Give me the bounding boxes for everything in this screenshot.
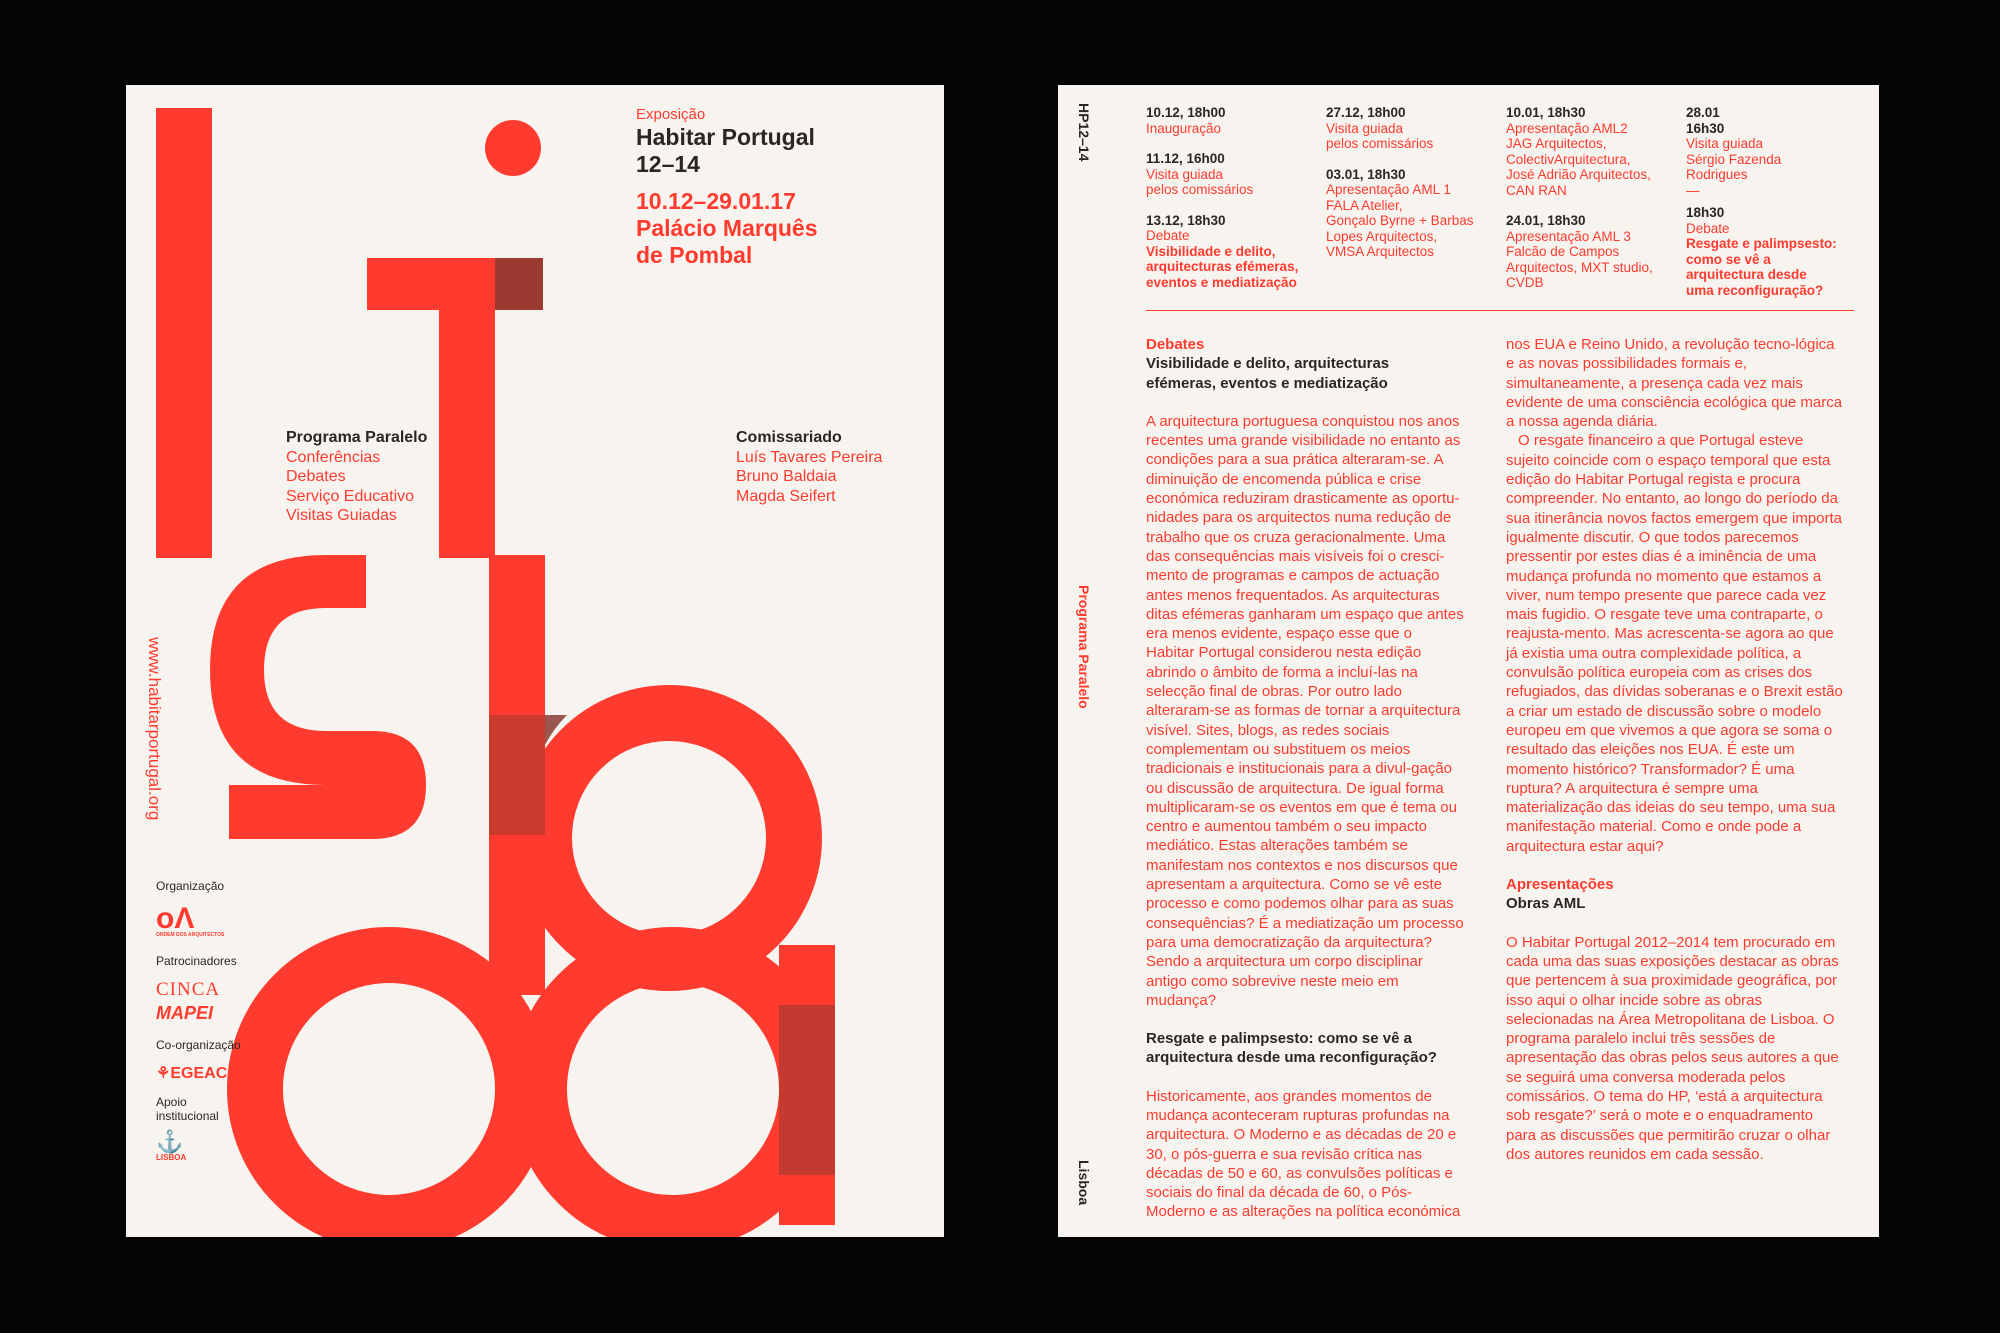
debate-subtitle-1: Visibilidade e delito, arquitecturas efémeras, eventos e mediatização: [1146, 355, 1390, 392]
exhibition-title: [636, 124, 818, 178]
spine-section: Programa Paralelo: [1076, 585, 1092, 709]
website-link[interactable]: www.habitarportugal.org: [145, 637, 164, 821]
exhibition-dates: 10.12–29.01.17: [636, 188, 796, 214]
schedule-entry: 18h30 Debate Resgate e palimpsesto: como se vê a arquitectura desde uma reconfiguração?: [1686, 205, 1837, 298]
schedule-col-3: [1506, 105, 1686, 291]
venue-line1: Palácio Marquês: [636, 215, 818, 241]
comissariado-heading: Comissariado: [736, 429, 842, 446]
schedule-col-1: [1146, 105, 1321, 290]
text-column-2: [1506, 335, 1846, 1164]
comissariado-block: [736, 428, 882, 506]
letter-s: [210, 555, 426, 839]
programa-item: Conferências: [286, 448, 381, 466]
programa-item: Serviço Educativo: [286, 487, 415, 505]
overlap-i: [495, 258, 543, 310]
letter-b-bowl: [544, 713, 794, 963]
schedule-entry: 11.12, 16h00 Visita guiada pelos comissários: [1146, 151, 1254, 197]
schedule-col-4: [1686, 105, 1861, 298]
coorganizacao-label: Co-organização: [156, 1038, 241, 1052]
letter-i-dot: [485, 120, 541, 176]
egeac-mark-icon: ⚘: [156, 1065, 171, 1082]
debates-heading: Debates: [1146, 336, 1205, 353]
programa-item: Debates: [286, 468, 346, 485]
paragraph: O resgate financeiro a que Portugal esteve sujeito coincide com o espaço temporal que esta edição do Habitar Portugal regista e procura compreender. No entanto, ao longo do período da sua itinerância novos factos emergem que importa igualmente discutir. O que todos parecemos pressentir por estes dias é a iminência de uma mudança profunda no momento que estamos a viver, num tempo presente que parece cada vez mais fugidio. O resgate teve uma contraparte, o reajusta-mento. Mas acrescenta-se agora ao que já existia uma outra complexidade política, a convulsão política europeia com as crises dos refugiados, das dívidas soberanas e o Brexit estão a criar um estado de discussão sobre o modelo europeu em que vivemos a que agora se soma o resultado das eleições nos EUA. É este um momento histórico? Transformador? É uma ruptura? A arquitectura é sempre uma materialização das ideias do seu tempo, uma sua manifestação material. Como e onde pode a arquitectura estar aqui?: [1506, 432, 1843, 855]
paragraph: O Habitar Portugal 2012–2014 tem procurado em cada uma das suas exposições destacar as obras que pertencem à sua proximidade geográfica, por isso aqui o olhar incide sobre as obras selecionadas na Área Metropolitana de Lisboa. O programa paralelo inclui três sessões de apresentação das obras pelos seus autores a que se seguirá uma conversa moderada pelos comissários. O tema do HP, ‘está a arquitectura sob resgate?’ será o mote e o enquadramento para as discussões que permitirão cruzar o olhar dos autores reunidos em cada sessão.: [1506, 933, 1839, 1163]
organizacao-label: Organização: [156, 879, 225, 893]
comissario: Magda Seifert: [736, 487, 836, 505]
patrocinadores-label: Patrocinadores: [156, 954, 237, 968]
programa-block: [286, 428, 427, 526]
lisboa-logo-text: LISBOA: [156, 1153, 187, 1162]
comissario: Bruno Baldaia: [736, 468, 837, 485]
schedule-divider: [1146, 310, 1854, 311]
overlap-a: [779, 1005, 835, 1175]
comissario: Luís Tavares Pereira: [736, 448, 883, 466]
paragraph: nos EUA e Reino Unido, a revolução tecno-lógica e as novas possibilidades formais e, simultaneamente, a presença cada vez mais evidente de uma consciência ecológica que marca a nossa agenda diária.: [1506, 336, 1843, 431]
schedule-entry: 13.12, 18h30 Debate Visibilidade e delito, arquitecturas efémeras, eventos e mediatização: [1146, 212, 1299, 290]
exposicao-label: Exposição: [636, 106, 706, 123]
spine-city: Lisboa: [1076, 1160, 1092, 1206]
obras-subtitle: Obras AML: [1506, 895, 1586, 913]
schedule-entry: 27.12, 18h00 Visita guiada pelos comissários: [1326, 105, 1434, 151]
cinca-logo: CINCA: [156, 979, 221, 1000]
schedule-entry: 24.01, 18h30 Apresentação AML 3 Falcão de Campos Arquitectos, MXT studio, CVDB: [1506, 213, 1653, 290]
letter-a-bowl: [539, 955, 807, 1223]
sponsors-block: [156, 877, 256, 1162]
paragraph: Historicamente, aos grandes momentos de mudança aconteceram rupturas profundas na arquitectura. O Moderno e as décadas de 20 e 30, o pós-guerra e sua revisão crítica nas décadas de 50 e 60, as convulsões políticas e sociais do final da década de 60, o Pós-Moderno e as alterações na política económica: [1146, 1087, 1461, 1221]
letter-i-body: [439, 258, 495, 558]
exhibition-info: [636, 105, 818, 269]
debate-subtitle-2: Resgate e palimpsesto: como se vê a arquitectura desde uma reconfiguração?: [1146, 1030, 1437, 1067]
title-line2: 12–14: [636, 151, 700, 177]
egeac-logo: ⚘EGEAC: [156, 1065, 228, 1082]
paragraph: A arquitectura portuguesa conquistou nos anos recentes uma grande visibilidade no entanto as condições para a sua prática alteraram-se. A diminuição de encomenda pública e crise económica reduziram drasticamente as oportu-nidades para os arquitectos numa redução de trabalho que os cruza geracionalmente. Uma das consequências mais visíveis foi o cresci-mento de programas e campos de actuação antes menos frequentados. As arquitecturas ditas efémeras ganharam um espaço que antes era menos evidente, espaço esse que o Habitar Portugal considerou nesta edição abrindo o âmbito de forma a incluí-las na selecção final de obras. Por outro lado alteraram-se as formas de tornar a arquitectura visível. Sites, blogs, as redes sociais complementam ou substituem os meios tradicionais e institucionais para a divul-gação ou discussão de arquitectura. De igual forma multiplicaram-se os eventos em que é tema ou centro e aumentou também o seu impacto mediático. Estas alterações também se manifestam nos contextos e nos discursos que apresentam a arquitectura. Como se vê este processo e como podemos olhar para as suas consequências? É a mediatização um processo para uma democratização da arquitectura? Sendo a arquitectura um corpo disciplinar antigo como sobrevive neste meio em mudança?: [1146, 412, 1464, 1009]
apresentacoes-heading: Apresentações: [1506, 876, 1614, 894]
text-column-1: [1146, 335, 1464, 1222]
title-line1: Habitar Portugal: [636, 124, 815, 150]
letter-l: [156, 108, 212, 558]
venue-line2: de Pombal: [636, 242, 753, 268]
schedule-entry: 03.01, 18h30 Apresentação AML 1 FALA Atelier, Gonçalo Byrne + Barbas Lopes Arquitectos, VMSA Arquitectos: [1326, 166, 1474, 259]
spine-code: HP12–14: [1076, 103, 1092, 162]
lisboa-crest-icon: ⚓: [156, 1129, 184, 1154]
schedule-entry: 10.12, 18h00 Inauguração: [1146, 105, 1226, 136]
schedule-entry: 10.01, 18h30 Apresentação AML2 JAG Arquitectos, ColectivArquitectura, José Adrião Arquitectos, CAN RAN: [1506, 105, 1651, 198]
schedule-col-2: [1326, 105, 1501, 260]
schedule-entry: 28.01 16h30 Visita guiada Sérgio Fazenda Rodrigues —: [1686, 105, 1782, 198]
programa-heading: Programa Paralelo: [286, 429, 428, 446]
letter-o: [255, 955, 523, 1223]
apoio-label: Apoio institucional: [156, 1095, 219, 1123]
poster-front: [126, 85, 944, 1237]
poster-back: [1058, 85, 1879, 1237]
overlap-b-stem: [489, 715, 545, 835]
mapei-logo: MAPEI: [156, 1003, 214, 1023]
ordem-logo: oΛ ORDEM DOS ARQUITECTOS: [156, 902, 225, 938]
programa-item: Visitas Guiadas: [286, 507, 397, 524]
